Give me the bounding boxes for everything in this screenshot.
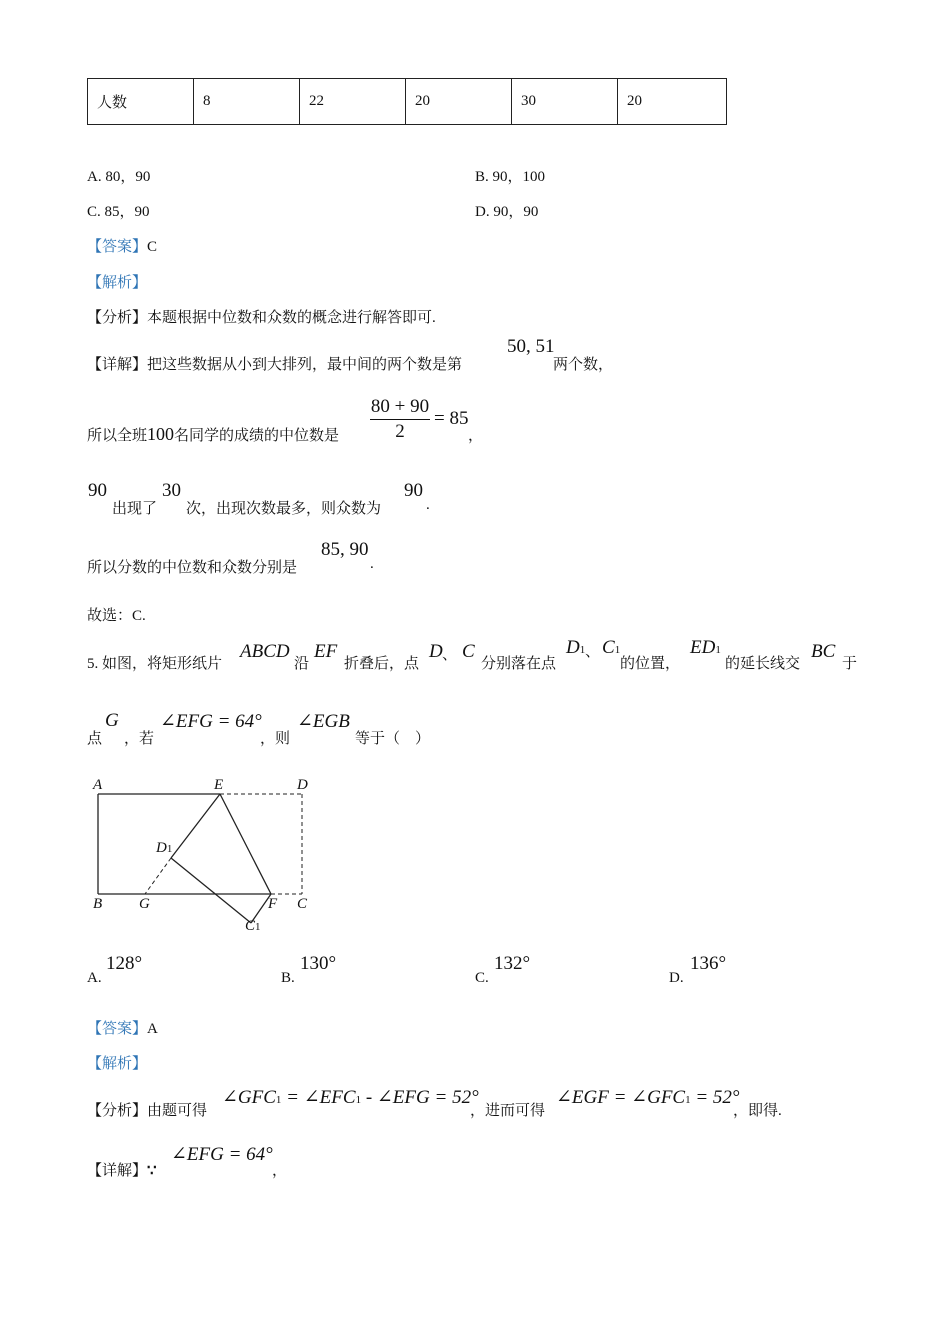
q4-detail-line1 [87, 353, 462, 374]
label-f: F [268, 896, 278, 912]
edge-ed1 [171, 794, 220, 858]
detail-text: 两个数， [553, 357, 614, 373]
q5-option-a-letter: A. [87, 970, 102, 986]
math-angle-egb: ∠EGB [297, 711, 350, 732]
q4-answer [87, 235, 157, 256]
table-cell: 22 [300, 79, 406, 125]
q5-text: 沿 [294, 656, 310, 672]
fold-line-ef [220, 794, 271, 894]
math-abcd: ABCD [240, 641, 290, 662]
answer-tag: 【答案】 [87, 239, 148, 255]
fraction-result: = 85 [434, 408, 469, 429]
dashed-d1g [145, 858, 171, 894]
math-ed1: ED1 [690, 637, 721, 658]
q4-analysis [87, 306, 436, 327]
math-g: G [105, 710, 119, 731]
answer-value: A [147, 1021, 158, 1037]
q5-text: 5. 如图，将矩形纸片 [87, 656, 223, 672]
q5-option-b-value: 130° [300, 953, 337, 974]
q5-option-c-letter: C. [475, 970, 489, 986]
label-d1: D1 [156, 840, 173, 856]
answer-tag: 【答案】 [87, 1021, 148, 1037]
detail-text: 把这些数据从小到大排列，最中间的两个数是第 [147, 357, 463, 373]
q4-jiexi-tag: 【解析】 [87, 275, 148, 291]
detail-tag: 【详解】 [87, 1163, 148, 1179]
table-row [88, 79, 727, 125]
q5-text: ，若 [124, 731, 155, 747]
q4-conclusion: 故选：C. [87, 608, 146, 624]
punctuation: 、 [585, 644, 601, 660]
punctuation: . [370, 556, 374, 572]
math-angle-efg: ∠EFG = 64° [160, 711, 262, 732]
math-c1: C1 [602, 637, 621, 658]
analysis-text: ，进而可得 [470, 1103, 546, 1119]
math-angle-gfc1: ∠GFC1 = ∠EFC1 - ∠EFG = 52° [222, 1087, 479, 1108]
punctuation: ， [468, 428, 484, 444]
q5-analysis [87, 1099, 207, 1120]
math-number: 100 [147, 424, 175, 444]
table-cell: 8 [194, 79, 300, 125]
label-c1: C1 [245, 918, 261, 934]
q4-option-b: B. 90，100 [475, 169, 546, 185]
punctuation: ， [272, 1163, 288, 1179]
q5-answer [87, 1017, 158, 1038]
math-number: 90 [404, 480, 423, 501]
score-table [87, 78, 727, 125]
q5-text: 分别落在点 [481, 656, 557, 672]
table-cell: 人数 [88, 79, 194, 125]
punctuation: 、 [442, 647, 458, 663]
q4-option-c: C. 85，90 [87, 204, 150, 220]
fraction [370, 396, 430, 444]
q5-text: 等于（ ） [355, 731, 431, 747]
label-c: C [297, 896, 308, 912]
detail-text: 所以分数的中位数和众数分别是 [87, 560, 298, 576]
q4-detail-line2 [87, 424, 339, 445]
folding-figure [88, 775, 328, 940]
punctuation: . [426, 497, 430, 513]
label-b: B [93, 896, 103, 912]
detail-text: 次，出现次数最多，则众数为 [186, 501, 382, 517]
answer-value: C [147, 239, 158, 255]
table-cell: 20 [406, 79, 512, 125]
q5-text: 点 [87, 731, 103, 747]
label-e: E [214, 777, 224, 793]
math-50-51: 50, 51 [507, 336, 555, 357]
q4-option-d: D. 90，90 [475, 204, 539, 220]
detail-text: 所以全班 [87, 428, 148, 444]
q5-option-b-letter: B. [281, 970, 295, 986]
q5-jiexi-tag: 【解析】 [87, 1056, 148, 1072]
q5-text: 的延长线交 [725, 656, 801, 672]
table-cell: 20 [618, 79, 727, 125]
analysis-tag: 【分析】 [87, 1103, 148, 1119]
q5-option-d-letter: D. [669, 970, 684, 986]
label-g: G [139, 896, 150, 912]
math-bc: BC [811, 641, 836, 662]
q5-text: ，则 [260, 731, 291, 747]
analysis-text: 本题根据中位数和众数的概念进行解答即可. [147, 310, 436, 326]
math-angle-egf: ∠EGF = ∠GFC1 = 52° [556, 1087, 740, 1108]
q5-option-c-value: 132° [494, 953, 531, 974]
math-c: C [462, 641, 475, 662]
q5-text: 折叠后，点 [344, 656, 420, 672]
math-number: 90 [88, 480, 107, 501]
analysis-text: 由题可得 [147, 1103, 208, 1119]
detail-text: 出现了 [112, 501, 158, 517]
fraction-numerator: 80 + 90 [370, 396, 430, 420]
math-ef: EF [314, 641, 338, 662]
q5-text: 的位置， [620, 656, 681, 672]
detail-text: 名同学的成绩的中位数是 [174, 428, 340, 444]
label-d: D [297, 777, 308, 793]
q4-option-a: A. 80，90 [87, 169, 151, 185]
detail-tag: 【详解】 [87, 357, 148, 373]
label-a: A [93, 777, 103, 793]
because-symbol: ∵ [147, 1163, 157, 1179]
q5-option-d-value: 136° [690, 953, 727, 974]
analysis-tag: 【分析】 [87, 310, 148, 326]
math-angle-efg-detail: ∠EFG = 64° [171, 1144, 273, 1165]
table-cell: 30 [512, 79, 618, 125]
math-85-90: 85, 90 [321, 539, 369, 560]
q5-text: 于 [842, 656, 858, 672]
analysis-text: ，即得. [733, 1103, 782, 1119]
math-d1: D1 [566, 637, 586, 658]
fraction-denominator: 2 [395, 421, 405, 442]
math-d: D [429, 641, 443, 662]
edge-d1c1 [171, 858, 251, 923]
q5-option-a-value: 128° [106, 953, 143, 974]
q5-detail [87, 1159, 157, 1180]
math-number: 30 [162, 480, 181, 501]
